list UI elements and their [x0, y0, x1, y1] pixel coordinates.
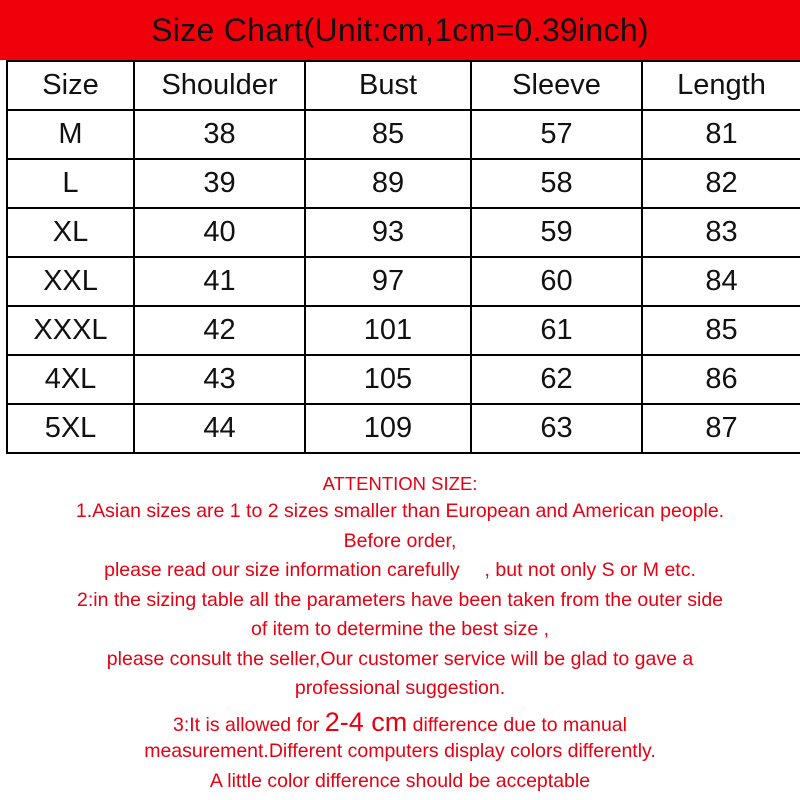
- table-cell: 85: [642, 306, 800, 355]
- table-cell: 41: [134, 257, 305, 306]
- note-line: 1.Asian sizes are 1 to 2 sizes smaller than European and American people.: [75, 500, 725, 522]
- header-size: Size: [7, 61, 134, 110]
- attention-notes: [0, 470, 800, 796]
- table-cell: 89: [305, 159, 471, 208]
- table-row: [7, 404, 800, 453]
- note-line: measurement.Different computers display colors differently.: [144, 740, 656, 762]
- note-line: please consult the seller,Our customer service will be glad to gave a: [106, 647, 694, 670]
- table-cell: 81: [642, 110, 800, 159]
- table-row: [7, 208, 800, 257]
- table-cell: 44: [134, 404, 305, 453]
- table-cell: 105: [305, 355, 471, 404]
- table-cell: 57: [471, 110, 642, 159]
- chart-title: Size Chart(Unit:cm,1cm=0.39inch): [151, 11, 649, 48]
- table-cell: 62: [471, 355, 642, 404]
- table-cell: 39: [134, 159, 305, 208]
- table-cell: 101: [305, 306, 471, 355]
- table-cell: XXL: [7, 257, 134, 306]
- title-banner: [0, 0, 800, 60]
- table-cell: 4XL: [7, 355, 134, 404]
- table-row: [7, 306, 800, 355]
- note-line: Before order,: [343, 529, 457, 552]
- table-cell: 85: [305, 110, 471, 159]
- table-cell: 63: [471, 404, 642, 453]
- table-cell: 60: [471, 257, 642, 306]
- tolerance-suffix: difference due to manual: [407, 713, 627, 736]
- tolerance-emphasis: 2-4 cm: [324, 706, 408, 737]
- note-line: professional suggestion.: [294, 677, 506, 699]
- notes-heading: ATTENTION SIZE:: [322, 473, 478, 494]
- table-cell: 58: [471, 159, 642, 208]
- table-cell: 97: [305, 257, 471, 306]
- header-shoulder: Shoulder: [134, 61, 305, 110]
- table-row: [7, 355, 800, 404]
- note-line-tolerance: [0, 708, 800, 738]
- table-cell: 61: [471, 306, 642, 355]
- table-cell: 83: [642, 208, 800, 257]
- table-cell: 38: [134, 110, 305, 159]
- header-bust: Bust: [305, 61, 471, 110]
- table-row: [7, 257, 800, 306]
- note-line: 2:in the sizing table all the parameters have been taken from the outer side: [76, 588, 724, 611]
- tolerance-prefix: 3:It is allowed for: [173, 713, 325, 736]
- table-cell: M: [7, 110, 134, 159]
- note-line: of item to determine the best size ,: [250, 618, 550, 640]
- table-cell: XXXL: [7, 306, 134, 355]
- table-cell: 43: [134, 355, 305, 404]
- note-line: please read our size information carefully , but not only S or M etc.: [104, 559, 696, 581]
- header-sleeve: Sleeve: [471, 61, 642, 110]
- header-length: Length: [642, 61, 800, 110]
- table-header-row: [7, 61, 800, 110]
- table-cell: 86: [642, 355, 800, 404]
- table-cell: 87: [642, 404, 800, 453]
- table-cell: L: [7, 159, 134, 208]
- table-cell: 82: [642, 159, 800, 208]
- table-row: [7, 110, 800, 159]
- table-cell: 42: [134, 306, 305, 355]
- table-cell: XL: [7, 208, 134, 257]
- table-cell: 5XL: [7, 404, 134, 453]
- note-line: A little color difference should be acceptable: [209, 769, 591, 792]
- table-row: [7, 159, 800, 208]
- table-cell: 40: [134, 208, 305, 257]
- table-cell: 109: [305, 404, 471, 453]
- table-cell: 93: [305, 208, 471, 257]
- size-table: [6, 60, 800, 454]
- table-cell: 84: [642, 257, 800, 306]
- table-cell: 59: [471, 208, 642, 257]
